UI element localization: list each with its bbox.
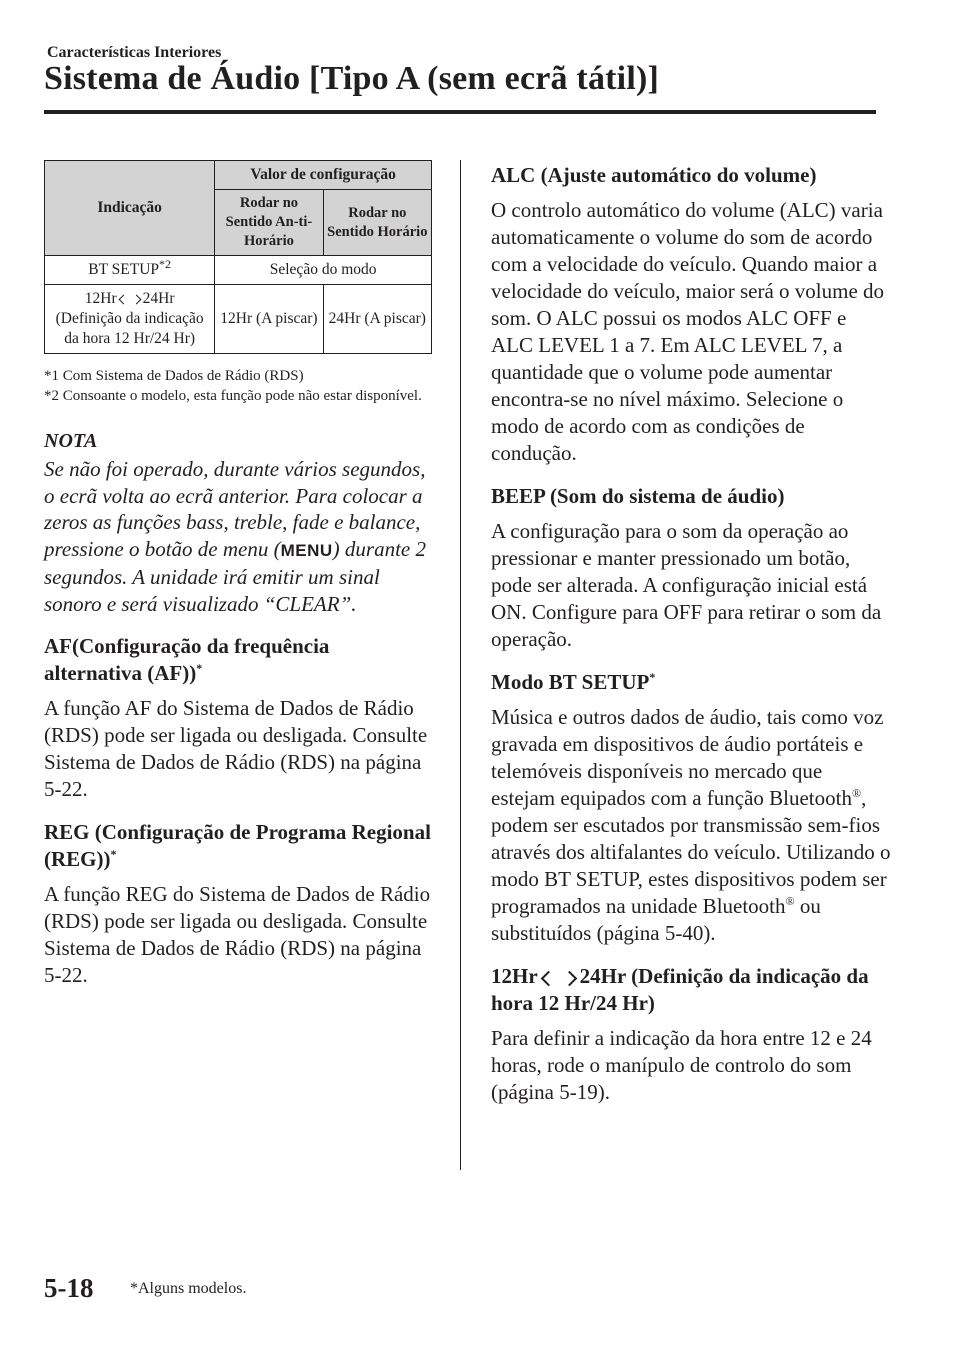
bt-setup-body: Música e outros dados de áudio, tais como voz gravada em dispositivos de áudio portáteis e telemóveis disponíveis no mercado que estejam equipados com a função Bluetooth®, podem ser escutados por transmissão sem-fios através dos altifalantes do veículo. Utilizando o modo BT SETUP, estes dispositivos podem ser programados na unidade Bluetooth® ou substituídos (página 5-40). xyxy=(491,705,891,945)
reg-heading: REG (Configuração de Programa Regional (REG))* xyxy=(44,820,431,871)
beep-body: A configuração para o som da operação ao pressionar e manter pressionado um botão, pode ser alterada. A configuração inicial está ON. Configure para OFF para retirar o som da operação. xyxy=(491,519,882,651)
af-heading: AF(Configuração da frequência alternativa (AF))* xyxy=(44,634,330,685)
header-indicacao: Indicação xyxy=(45,161,215,256)
chevron-left-icon xyxy=(540,970,556,986)
table-header-row xyxy=(45,161,432,190)
row-bt-setup-value: Seleção do modo xyxy=(215,256,432,285)
footer-note: *Alguns modelos. xyxy=(130,1280,247,1297)
row-12hr-anti: 12Hr (A piscar) xyxy=(215,285,323,354)
chevron-right-icon xyxy=(561,970,577,986)
table-row xyxy=(45,256,432,285)
header-valor: Valor de configuração xyxy=(215,161,432,190)
header-horario: Rodar no Sentido Horário xyxy=(323,190,431,256)
chevron-left-icon xyxy=(118,294,128,304)
table-row xyxy=(45,285,432,354)
alc-body: O controlo automático do volume (ALC) varia automaticamente o volume do som de acordo com a velocidade do veículo. Quando maior a velocidade do veículo, maior será o volume do som. O ALC possui os modos ALC OFF e ALC LEVEL 1 a 7. Em ALC LEVEL 7, a quantidade que o volume pode aumentar encontra-se no nível máximo. Selecione o modo de acordo com as condições de condução. xyxy=(491,198,885,465)
column-divider xyxy=(460,160,461,1170)
header-rule xyxy=(44,110,876,114)
settings-table xyxy=(44,160,432,354)
bt-setup-heading: Modo BT SETUP* xyxy=(491,670,656,694)
nota-body: Se não foi operado, durante vários segundos, o ecrã volta ao ecrã anterior. Para colocar a zeros as funções bass, treble, fade e balance, pressione o botão de menu (MENU) durante 2 segundos. A unidade irá emitir um sinal sonoro e será visualizado “CLEAR”. xyxy=(44,457,426,616)
chevron-right-icon xyxy=(131,294,141,304)
af-body: A função AF do Sistema de Dados de Rádio (RDS) pode ser ligada ou desligada. Consulte Sistema de Dados de Rádio (RDS) na página 5-22. xyxy=(44,696,428,801)
menu-key-icon: MENU xyxy=(280,540,333,560)
footnotes xyxy=(44,366,432,406)
row-12hr-label: 12Hr 24Hr (Definição da indicação da hora 12 Hr/24 Hr) xyxy=(45,285,215,354)
hour-format-heading: 12Hr 24Hr (Definição da indicação da hora 12 Hr/24 Hr) xyxy=(491,964,869,1015)
row-bt-setup-label: BT SETUP$^{*2}$ xyxy=(45,256,215,285)
left-column xyxy=(44,160,432,989)
alc-heading: ALC (Ajuste automático do volume) xyxy=(491,163,817,187)
footnote-1: *1 Com Sistema de Dados de Rádio (RDS) xyxy=(44,368,304,384)
right-column xyxy=(491,160,891,1106)
hour-format-body: Para definir a indicação da hora entre 12 e 24 horas, rode o manípulo de controlo do som (página 5-19). xyxy=(491,1026,872,1104)
nota-heading: NOTA xyxy=(44,430,98,452)
header-anti-horario: Rodar no Sentido An-ti-Horário xyxy=(215,190,323,256)
section-label: Características Interiores xyxy=(47,44,222,61)
footnote-2: *2 Consoante o modelo, esta função pode não estar disponível. xyxy=(44,388,422,404)
page-title: Sistema de Áudio [Tipo A (sem ecrã tátil)] xyxy=(44,60,660,97)
reg-body: A função REG do Sistema de Dados de Rádio (RDS) pode ser ligada ou desligada. Consulte Sistema de Dados de Rádio (RDS) na página 5-22. xyxy=(44,882,431,987)
beep-heading: BEEP (Som do sistema de áudio) xyxy=(491,484,785,508)
page-number: 5-18 xyxy=(44,1273,94,1303)
row-12hr-horario: 24Hr (A piscar) xyxy=(323,285,431,354)
